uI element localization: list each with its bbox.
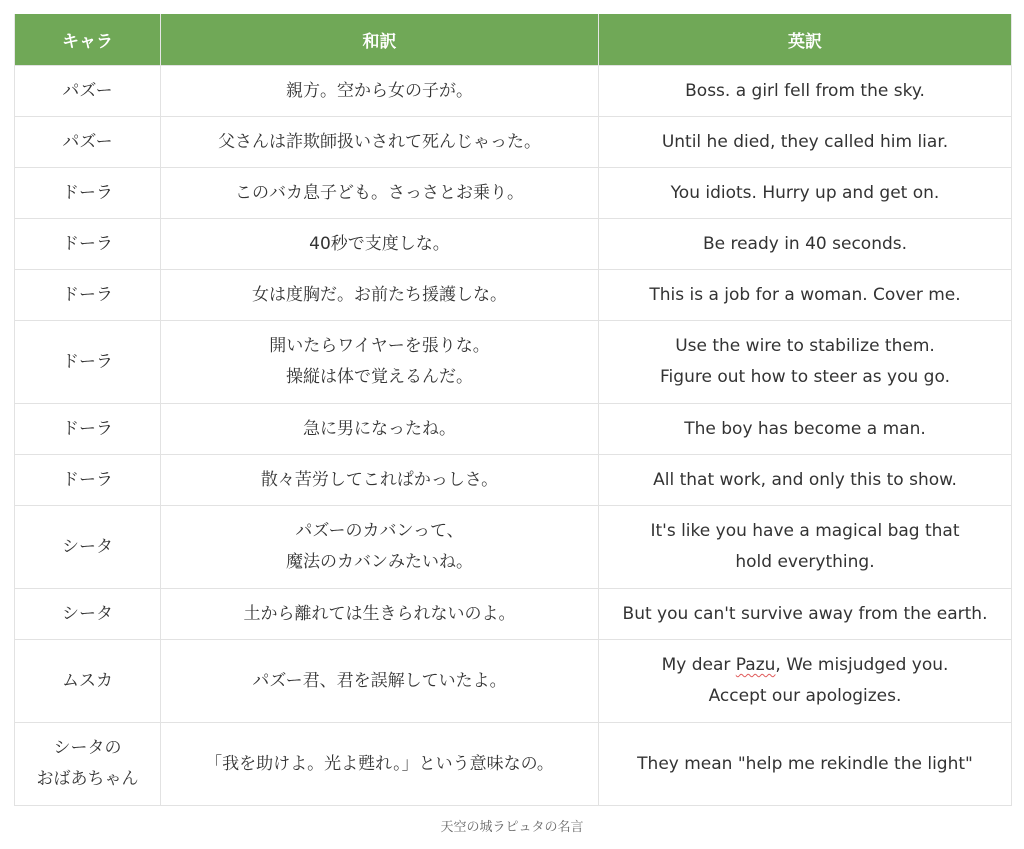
- cell-japanese: 40秒で支度しな。: [161, 219, 599, 270]
- cell-english: It's like you have a magical bag that hold everything.: [599, 506, 1012, 589]
- table-row: [15, 640, 1012, 723]
- table-row: [15, 168, 1012, 219]
- cell-japanese: 土から離れては生きられないのよ。: [161, 589, 599, 640]
- cell-character: ドーラ: [15, 404, 161, 455]
- cell-english: My dear Pazu, We misjudged you. Accept our apologizes.: [599, 640, 1012, 723]
- table-row: [15, 506, 1012, 589]
- cell-english: The boy has become a man.: [599, 404, 1012, 455]
- cell-japanese: 散々苦労してこれぱかっしさ。: [161, 455, 599, 506]
- cell-character: ムスカ: [15, 640, 161, 723]
- table-row: [15, 219, 1012, 270]
- table-row: [15, 455, 1012, 506]
- cell-english: Use the wire to stabilize them. Figure out how to steer as you go.: [599, 321, 1012, 404]
- cell-character: ドーラ: [15, 270, 161, 321]
- cell-japanese: 女は度胸だ。お前たち援護しな。: [161, 270, 599, 321]
- quotes-table-container: [14, 14, 1011, 806]
- table-caption: 天空の城ラピュタの名言: [440, 820, 584, 835]
- quotes-table: [14, 14, 1012, 806]
- cell-english: Until he died, they called him liar.: [599, 117, 1012, 168]
- cell-japanese: 「我を助けよ。光よ甦れ。」という意味なの。: [161, 723, 599, 806]
- cell-character: シータの おばあちゃん: [15, 723, 161, 806]
- cell-character: ドーラ: [15, 168, 161, 219]
- table-row: [15, 66, 1012, 117]
- cell-character: パズー: [15, 117, 161, 168]
- table-row: [15, 117, 1012, 168]
- table-row: [15, 723, 1012, 806]
- cell-english: But you can't survive away from the earth.: [599, 589, 1012, 640]
- table-row: [15, 404, 1012, 455]
- header-character: キャラ: [15, 14, 161, 66]
- cell-japanese: このバカ息子ども。さっさとお乗り。: [161, 168, 599, 219]
- cell-character: シータ: [15, 506, 161, 589]
- cell-japanese: 開いたらワイヤーを張りな。 操縦は体で覚えるんだ。: [161, 321, 599, 404]
- english-line-with-spellcheck: My dear Pazu, We misjudged you.: [661, 655, 949, 675]
- cell-japanese: 親方。空から女の子が。: [161, 66, 599, 117]
- cell-japanese: 急に男になったね。: [161, 404, 599, 455]
- header-english: 英訳: [599, 14, 1012, 66]
- cell-japanese: パズーのカバンって、 魔法のカバンみたいね。: [161, 506, 599, 589]
- cell-character: ドーラ: [15, 455, 161, 506]
- header-row: [15, 14, 1012, 66]
- cell-character: パズー: [15, 66, 161, 117]
- table-row: [15, 270, 1012, 321]
- cell-english: This is a job for a woman. Cover me.: [599, 270, 1012, 321]
- cell-english: You idiots. Hurry up and get on.: [599, 168, 1012, 219]
- table-row: [15, 321, 1012, 404]
- cell-japanese: 父さんは詐欺師扱いされて死んじゃった。: [161, 117, 599, 168]
- cell-character: ドーラ: [15, 219, 161, 270]
- table-row: [15, 589, 1012, 640]
- cell-character: シータ: [15, 589, 161, 640]
- header-japanese: 和訳: [161, 14, 599, 66]
- cell-english: Be ready in 40 seconds.: [599, 219, 1012, 270]
- cell-english: They mean "help me rekindle the light": [599, 723, 1012, 806]
- cell-english: Boss. a girl fell from the sky.: [599, 66, 1012, 117]
- cell-japanese: パズー君、君を誤解していたよ。: [161, 640, 599, 723]
- spellcheck-underline-word: Pazu: [735, 655, 776, 675]
- cell-english: All that work, and only this to show.: [599, 455, 1012, 506]
- cell-character: ドーラ: [15, 321, 161, 404]
